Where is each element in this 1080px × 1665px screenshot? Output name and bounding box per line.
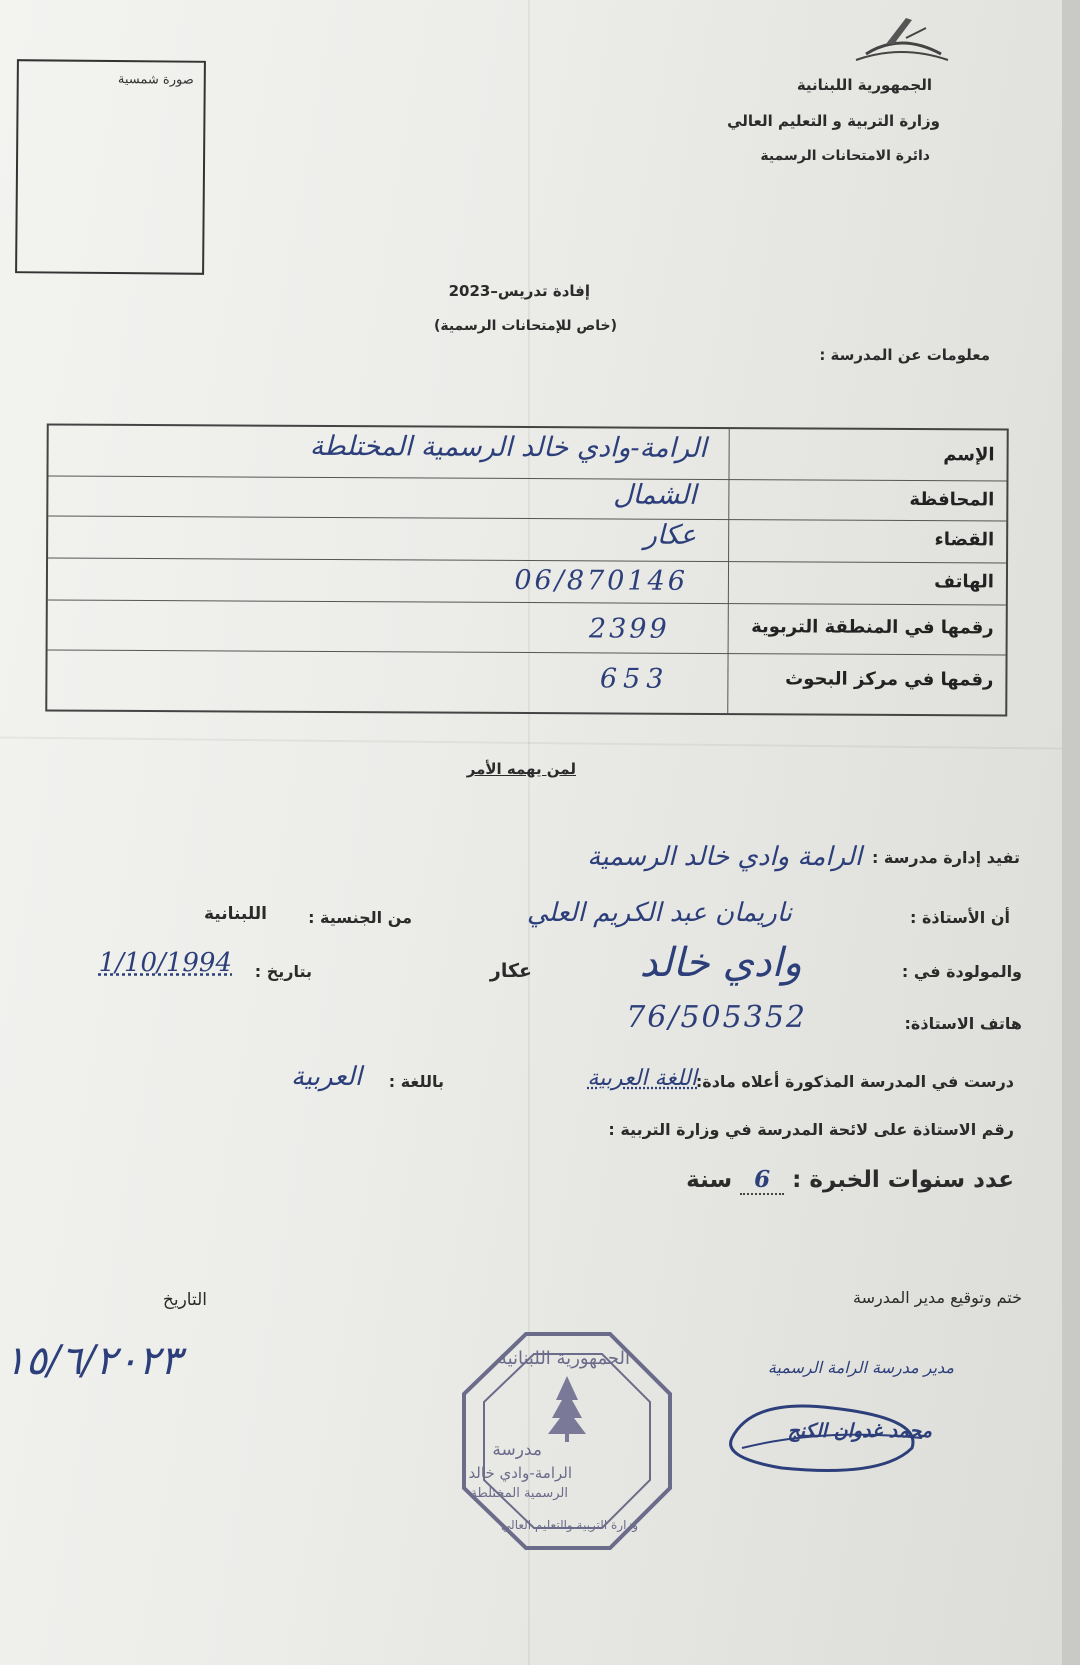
- header-republic: الجمهورية اللبنانية: [796, 76, 932, 94]
- table-row: [48, 557, 1006, 605]
- phone-label: هاتف الاستاذة:: [904, 1014, 1022, 1033]
- row-label: رقمها في المنطقة التربوية: [751, 616, 994, 639]
- stamp-signature-label: ختم وتوقيع مدير المدرسة: [853, 1288, 1022, 1307]
- register-label: رقم الاستاذة على لائحة المدرسة في وزارة التربية :: [608, 1120, 1014, 1139]
- experience-label: عدد سنوات الخبرة :: [792, 1167, 1014, 1193]
- header-department: دائرة الامتحانات الرسمية: [760, 148, 930, 164]
- to-whom-heading: لمن يهمه الأمر: [466, 760, 576, 778]
- footer-date-label: التاريخ: [162, 1290, 207, 1310]
- row-value: 2399: [588, 613, 670, 645]
- table-row: [48, 425, 1006, 480]
- row-label: الإسم: [943, 444, 995, 466]
- stamp-school-word: مدرسة: [492, 1440, 542, 1460]
- district-value: عكار: [489, 960, 532, 982]
- language-label: باللغة :: [388, 1072, 444, 1091]
- row-label: الهاتف: [934, 571, 994, 593]
- table-row: [47, 649, 1005, 713]
- born-value: وادي خالد: [639, 940, 802, 986]
- nationality-label: من الجنسية :: [308, 908, 412, 927]
- row-value: عكار: [643, 519, 697, 551]
- document-subtitle: (خاص للإمتحانات الرسمية): [433, 318, 617, 334]
- stamp-bottom-text: وزارة التربية والتعليم العالي: [501, 1518, 638, 1532]
- row-value: 06/870146: [514, 564, 689, 597]
- row-value: 653: [599, 663, 670, 695]
- date-label: بتاريخ :: [254, 962, 312, 981]
- director-title: مدير مدرسة الرامة الرسمية: [767, 1358, 954, 1377]
- photo-box: [15, 59, 206, 275]
- row-value: الشمال: [613, 479, 697, 511]
- table-row: [48, 515, 1006, 563]
- taught-value: اللغة العربية: [587, 1066, 697, 1091]
- school-info-table: [45, 423, 1008, 716]
- school-info-heading: معلومات عن المدرسة :: [819, 346, 990, 364]
- stamp-school-line1: الرامة-وادي خالد: [468, 1464, 572, 1482]
- taught-label: درست في المدرسة المذكورة أعلاه مادة:: [695, 1072, 1014, 1091]
- experience-value: 6: [740, 1166, 784, 1195]
- date-value: 1/10/1994: [98, 948, 232, 978]
- school-admin-label: تفيد إدارة مدرسة :: [871, 848, 1020, 867]
- phone-value: 76/505352: [626, 1000, 807, 1035]
- teacher-label: أن الأستاذة :: [909, 908, 1010, 927]
- row-label: رقمها في مركز البحوث: [785, 668, 994, 691]
- fold-line-horizontal: [0, 736, 1062, 749]
- document-title: إفادة تدريس–2023: [448, 282, 590, 300]
- footer-date-value: ١٥/٦/٢٠٢٣: [4, 1338, 182, 1384]
- row-value: الرامة-وادي خالد الرسمية المختلطة: [309, 430, 707, 464]
- table-row: [48, 475, 1006, 521]
- nationality-value: اللبنانية: [203, 904, 267, 924]
- teacher-value: ناريمان عبد الكريم العلي: [526, 898, 792, 928]
- table-row: [48, 599, 1006, 655]
- stamp-school-line2: الرسمية المختلطة: [470, 1486, 568, 1501]
- school-admin-value: الرامة وادي خالد الرسمية: [587, 842, 862, 872]
- ministry-logo-icon: [846, 14, 956, 66]
- experience-unit: سنة: [686, 1167, 733, 1193]
- experience-line: [686, 1166, 1014, 1193]
- row-label: القضاء: [934, 529, 995, 551]
- born-label: والمولودة في :: [901, 962, 1022, 981]
- director-name: محمد غدوان الكنج: [787, 1420, 932, 1442]
- row-label: المحافظة: [909, 489, 995, 511]
- photo-label: صورة شمسية: [117, 72, 194, 88]
- header-ministry: وزارة التربية و التعليم العالي: [727, 112, 940, 130]
- stamp-top-text: الجمهورية اللبنانية: [497, 1348, 630, 1369]
- language-value: العربية: [290, 1062, 362, 1092]
